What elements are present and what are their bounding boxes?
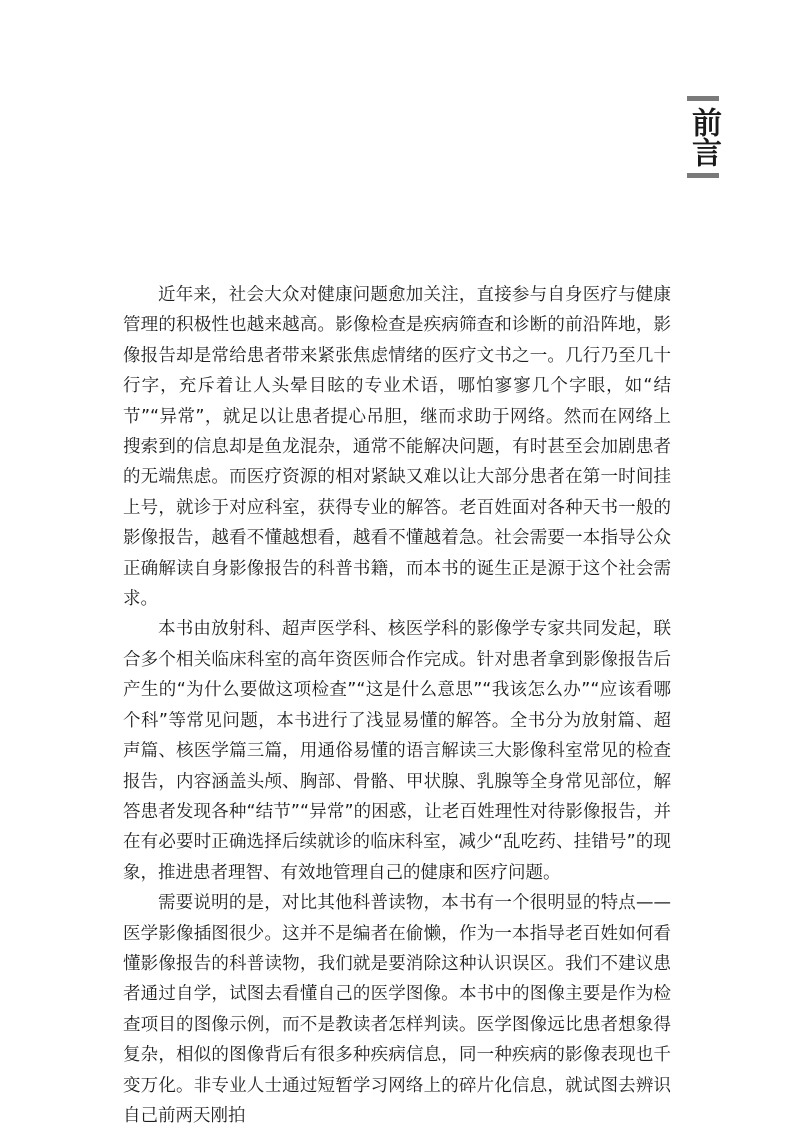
preface-body: [123, 280, 671, 1131]
paragraph-2: 本书由放射科、超声医学科、核医学科的影像学专家共同发起，联合多个相关临床科室的高年资医师合作完成。针对患者拿到影像报告后产生的“为什么要做这项检查”“这是什么意思”“我该怎么办”“应该看哪个科”等常见问题，本书进行了浅显易懂的解答。全书分为放射篇、超声篇、核医学篇三篇，用通俗易懂的语言解读三大影像科室常见的检查报告，内容涵盖头颅、胸部、骨骼、甲状腺、乳腺等全身常见部位，解答患者发现各种“结节”“异常”的困惑，让老百姓理性对待影像报告，并在有必要时正确选择后续就诊的临床科室，减少“乱吃药、挂错号”的现象，推进患者理智、有效地管理自己的健康和医疗问题。: [123, 619, 671, 883]
section-title-block: [683, 96, 723, 178]
paragraph-3: 需要说明的是，对比其他科普读物，本书有一个很明显的特点——医学影像插图很少。这并不是编者在偷懒，作为一本指导老百姓如何看懂影像报告的科普读物，我们就是要消除这种认识误区。我们不建议患者通过自学，试图去看懂自己的医学图像。本书中的图像主要是作为检查项目的图像示例，而不是教读者怎样判读。医学图像远比患者想象得复杂，相似的图像背后有很多种疾病信息，同一种疾病的影像表现也千变万化。非专业人士通过短暂学习网络上的碎片化信息，就试图去辨识自己前两天刚拍: [123, 893, 671, 1126]
title-rule-top: [687, 96, 719, 101]
paragraph-1: 近年来，社会大众对健康问题愈加关注，直接参与自身医疗与健康管理的积极性也越来越高。影像检查是疾病筛查和诊断的前沿阵地，影像报告却是常给患者带来紧张焦虑情绪的医疗文书之一。几行乃至几十行字，充斥着让人头晕目眩的专业术语，哪怕寥寥几个字眼，如“结节”“异常”，就足以让患者提心吊胆，继而求助于网络。然而在网络上搜索到的信息却是鱼龙混杂，通常不能解决问题，有时甚至会加剧患者的无端焦虑。而医疗资源的相对紧缺又难以让大部分患者在第一时间挂上号，就诊于对应科室，获得专业的解答。老百姓面对各种天书一般的影像报告，越看不懂越想看，越看不懂越着急。社会需要一本指导公众正确解读自身影像报告的科普书籍，而本书的诞生正是源于这个社会需求。: [123, 285, 671, 610]
section-title: 前言: [686, 107, 721, 167]
title-rule-bottom: [687, 173, 719, 178]
